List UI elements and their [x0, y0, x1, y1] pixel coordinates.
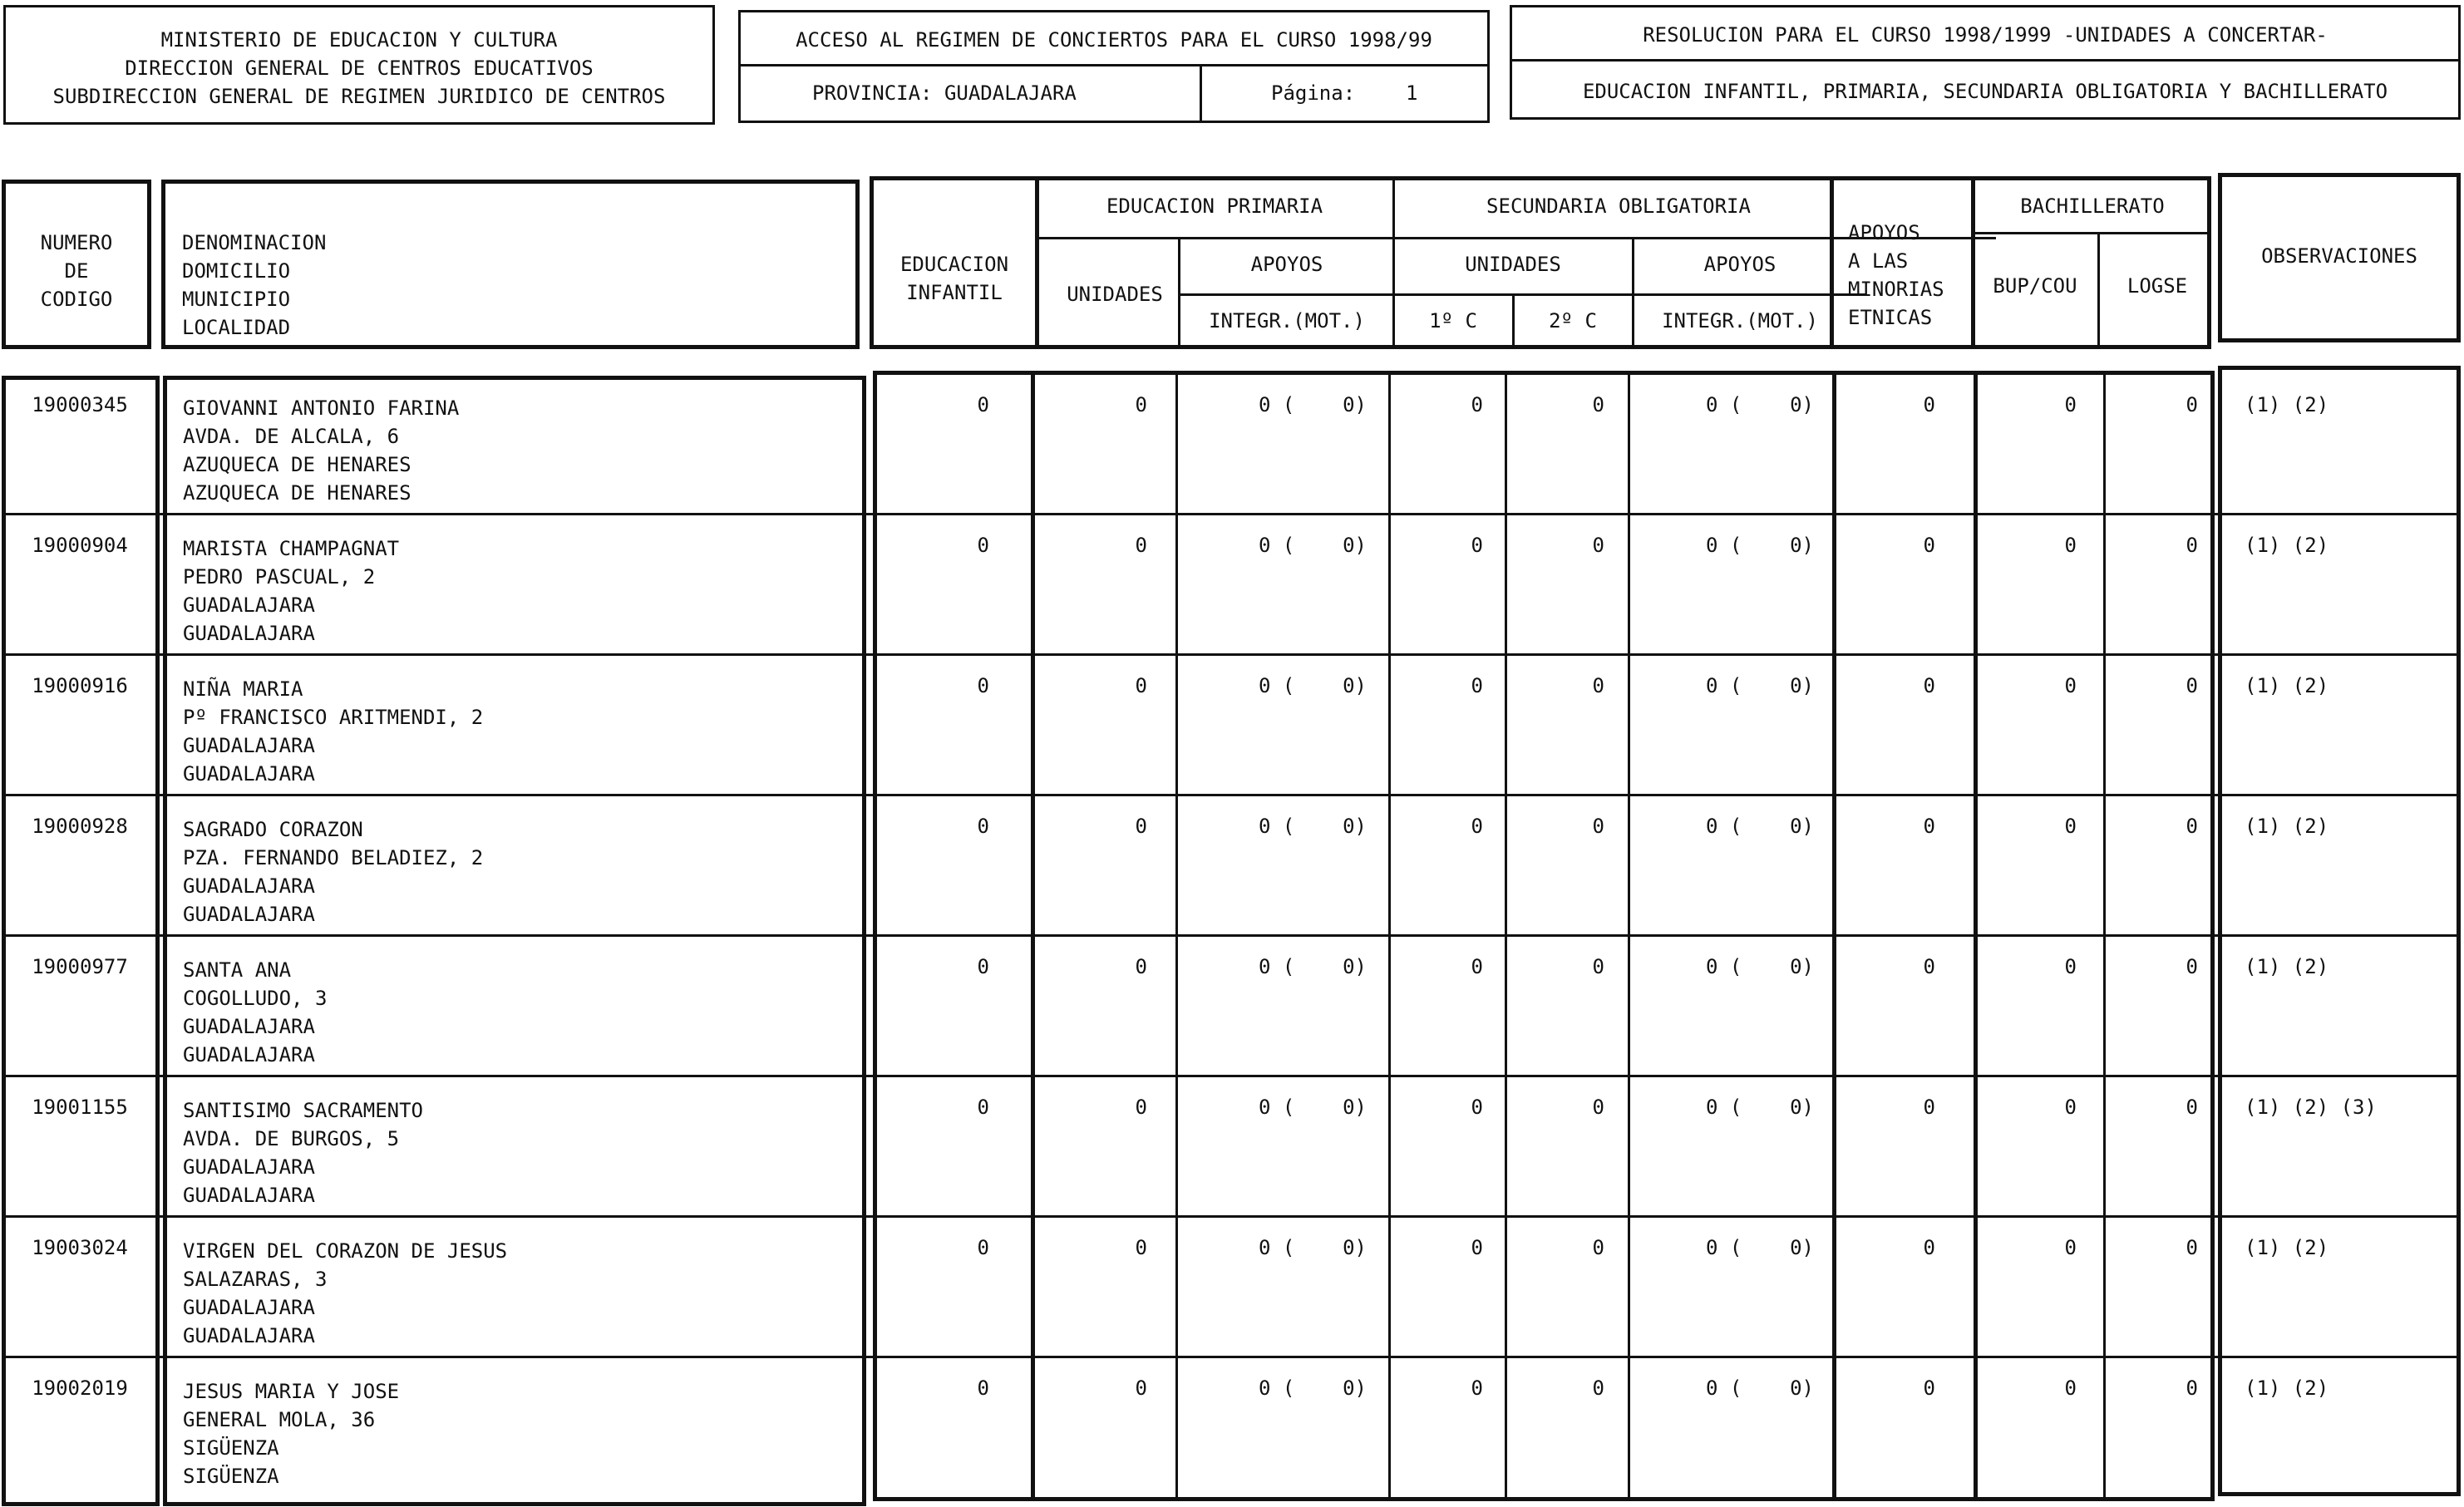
row-municipio: GUADALAJARA: [183, 593, 315, 617]
row-sec-1c: 0: [1471, 815, 1483, 838]
row-logse: 0: [2186, 1096, 2198, 1119]
row-minorias: 0: [1923, 534, 1935, 557]
minorias-label-3: MINORIAS: [1848, 278, 1944, 301]
row-observaciones: (1) (2): [2245, 815, 2329, 838]
row-sec-2c: 0: [1592, 955, 1604, 978]
row-observaciones: (1) (2): [2245, 1376, 2329, 1400]
row-localidad: GUADALAJARA: [183, 1324, 315, 1347]
row-observaciones: (1) (2): [2245, 393, 2329, 416]
row-logse: 0: [2186, 393, 2198, 416]
header-denominacion: [161, 180, 860, 349]
secundaria-integr-label: INTEGR.(MOT.): [1662, 309, 1818, 332]
row-primaria-apoyos: 0 ( 0): [1258, 534, 1367, 557]
resolution-box: [1510, 5, 2461, 120]
page-number: 1: [1406, 81, 1418, 105]
header-observaciones: [2218, 173, 2461, 342]
row-name: MARISTA CHAMPAGNAT: [183, 537, 400, 560]
education-levels: EDUCACION INFANTIL, PRIMARIA, SECUNDARIA OBLIGATORIA Y BACHILLERATO: [1582, 80, 2388, 103]
row-sec-1c: 0: [1471, 1096, 1483, 1119]
row-primaria-unidades: 0: [1135, 815, 1147, 838]
row-minorias: 0: [1923, 955, 1935, 978]
row-address: AVDA. DE BURGOS, 5: [183, 1127, 400, 1150]
row-municipio: SIGÜENZA: [183, 1436, 279, 1460]
localidad-label: LOCALIDAD: [182, 316, 291, 339]
domicilio-label: DOMICILIO: [182, 259, 291, 283]
row-logse: 0: [2186, 815, 2198, 838]
row-infantil: 0: [977, 534, 989, 557]
row-primaria-apoyos: 0 ( 0): [1258, 674, 1367, 697]
row-bup: 0: [2064, 393, 2077, 416]
row-minorias: 0: [1923, 1096, 1935, 1119]
row-primaria-unidades: 0: [1135, 534, 1147, 557]
row-localidad: GUADALAJARA: [183, 622, 315, 645]
row-municipio: AZUQUECA DE HENARES: [183, 453, 411, 476]
row-address: AVDA. DE ALCALA, 6: [183, 425, 400, 448]
row-sec-apoyos: 0 ( 0): [1705, 534, 1814, 557]
row-infantil: 0: [977, 955, 989, 978]
row-primaria-unidades: 0: [1135, 1236, 1147, 1259]
row-address: SALAZARAS, 3: [183, 1268, 328, 1291]
row-minorias: 0: [1923, 674, 1935, 697]
row-minorias: 0: [1923, 1236, 1935, 1259]
row-name: SANTA ANA: [183, 958, 292, 982]
primaria-integr-label: INTEGR.(MOT.): [1209, 309, 1365, 332]
row-code: 19000928: [32, 815, 128, 838]
row-logse: 0: [2186, 534, 2198, 557]
row-minorias: 0: [1923, 815, 1935, 838]
row-bup: 0: [2064, 955, 2077, 978]
row-sec-1c: 0: [1471, 1236, 1483, 1259]
row-separator: [2, 1075, 2461, 1077]
row-sec-2c: 0: [1592, 674, 1604, 697]
row-address: Pº FRANCISCO ARITMENDI, 2: [183, 706, 484, 729]
row-infantil: 0: [977, 815, 989, 838]
row-sec-1c: 0: [1471, 393, 1483, 416]
row-municipio: GUADALAJARA: [183, 874, 315, 898]
row-bup: 0: [2064, 815, 2077, 838]
row-municipio: GUADALAJARA: [183, 1015, 315, 1038]
row-address: PZA. FERNANDO BELADIEZ, 2: [183, 846, 484, 869]
row-primaria-apoyos: 0 ( 0): [1258, 1236, 1367, 1259]
row-primaria-apoyos: 0 ( 0): [1258, 393, 1367, 416]
row-minorias: 0: [1923, 1376, 1935, 1400]
row-name: SANTISIMO SACRAMENTO: [183, 1099, 423, 1122]
numero-label-1: NUMERO: [40, 231, 113, 254]
row-observaciones: (1) (2): [2245, 955, 2329, 978]
row-sec-apoyos: 0 ( 0): [1705, 815, 1814, 838]
row-address: GENERAL MOLA, 36: [183, 1408, 376, 1431]
row-localidad: GUADALAJARA: [183, 1043, 315, 1066]
infantil-label-2: INFANTIL: [906, 281, 1003, 304]
row-infantil: 0: [977, 1096, 989, 1119]
row-sec-2c: 0: [1592, 815, 1604, 838]
row-sec-apoyos: 0 ( 0): [1705, 1096, 1814, 1119]
row-sec-1c: 0: [1471, 674, 1483, 697]
row-municipio: GUADALAJARA: [183, 734, 315, 757]
row-name: JESUS MARIA Y JOSE: [183, 1380, 400, 1403]
row-localidad: SIGÜENZA: [183, 1465, 279, 1488]
row-primaria-apoyos: 0 ( 0): [1258, 955, 1367, 978]
ministry-box: [3, 5, 715, 125]
primaria-apoyos-label: APOYOS: [1250, 253, 1323, 276]
row-primaria-apoyos: 0 ( 0): [1258, 815, 1367, 838]
row-observaciones: (1) (2): [2245, 674, 2329, 697]
minorias-label-1: APOYOS: [1848, 221, 1920, 244]
row-primaria-unidades: 0: [1135, 1376, 1147, 1400]
row-sec-apoyos: 0 ( 0): [1705, 393, 1814, 416]
row-name: NIÑA MARIA: [183, 677, 303, 701]
row-name: VIRGEN DEL CORAZON DE JESUS: [183, 1239, 508, 1263]
access-box: [738, 10, 1490, 123]
row-separator: [2, 1215, 2461, 1218]
row-sec-1c: 0: [1471, 955, 1483, 978]
row-infantil: 0: [977, 674, 989, 697]
row-primaria-unidades: 0: [1135, 955, 1147, 978]
row-address: COGOLLUDO, 3: [183, 987, 328, 1010]
resolution-title: RESOLUCION PARA EL CURSO 1998/1999 -UNIDADES A CONCERTAR-: [1643, 23, 2328, 47]
row-localidad: GUADALAJARA: [183, 1184, 315, 1207]
row-logse: 0: [2186, 955, 2198, 978]
province-label: PROVINCIA: GUADALAJARA: [812, 81, 1077, 105]
row-sec-2c: 0: [1592, 534, 1604, 557]
row-sec-2c: 0: [1592, 393, 1604, 416]
access-title: ACCESO AL REGIMEN DE CONCIERTOS PARA EL CURSO 1998/99: [796, 28, 1432, 52]
row-observaciones: (1) (2): [2245, 534, 2329, 557]
municipio-label: MUNICIPIO: [182, 288, 291, 311]
row-code: 19000916: [32, 674, 128, 697]
row-name: SAGRADO CORAZON: [183, 818, 363, 841]
bup-label: BUP/COU: [1993, 274, 2077, 298]
primaria-label: EDUCACION PRIMARIA: [1106, 195, 1323, 218]
row-logse: 0: [2186, 674, 2198, 697]
row-bup: 0: [2064, 1096, 2077, 1119]
row-sec-2c: 0: [1592, 1096, 1604, 1119]
row-separator: [2, 513, 2461, 515]
row-sec-apoyos: 0 ( 0): [1705, 1376, 1814, 1400]
row-logse: 0: [2186, 1236, 2198, 1259]
row-primaria-unidades: 0: [1135, 393, 1147, 416]
secundaria-apoyos-label: APOYOS: [1703, 253, 1777, 276]
row-infantil: 0: [977, 1376, 989, 1400]
segundo-ciclo-label: 2º C: [1549, 309, 1597, 332]
row-primaria-unidades: 0: [1135, 1096, 1147, 1119]
row-code: 19000904: [32, 534, 128, 557]
row-infantil: 0: [977, 393, 989, 416]
row-minorias: 0: [1923, 393, 1935, 416]
row-municipio: GUADALAJARA: [183, 1155, 315, 1179]
row-localidad: GUADALAJARA: [183, 903, 315, 926]
logse-label: LOGSE: [2126, 274, 2188, 298]
row-localidad: AZUQUECA DE HENARES: [183, 481, 411, 505]
row-primaria-unidades: 0: [1135, 674, 1147, 697]
row-code: 19003024: [32, 1236, 128, 1259]
ministry-line-1: MINISTERIO DE EDUCACION Y CULTURA: [160, 28, 558, 52]
row-logse: 0: [2186, 1376, 2198, 1400]
row-code: 19000977: [32, 955, 128, 978]
row-primaria-apoyos: 0 ( 0): [1258, 1096, 1367, 1119]
row-bup: 0: [2064, 1376, 2077, 1400]
row-observaciones: (1) (2): [2245, 1236, 2329, 1259]
numero-label-3: CODIGO: [40, 288, 113, 311]
row-sec-2c: 0: [1592, 1376, 1604, 1400]
observaciones-label: OBSERVACIONES: [2261, 244, 2417, 268]
secundaria-unidades-label: UNIDADES: [1465, 253, 1561, 276]
primaria-unidades-label: UNIDADES: [1067, 283, 1163, 306]
header-numero: [2, 180, 151, 349]
row-separator: [2, 653, 2461, 656]
bachillerato-label: BACHILLERATO: [2020, 195, 2165, 218]
minorias-label-2: A LAS: [1848, 249, 1909, 273]
minorias-label-4: ETNICAS: [1848, 306, 1933, 329]
row-sec-apoyos: 0 ( 0): [1705, 674, 1814, 697]
row-sec-1c: 0: [1471, 1376, 1483, 1400]
row-primaria-apoyos: 0 ( 0): [1258, 1376, 1367, 1400]
infantil-label-1: EDUCACION: [899, 253, 1009, 276]
row-separator: [2, 794, 2461, 796]
numero-label-2: DE: [64, 259, 89, 283]
page-label: Página:: [1271, 81, 1356, 105]
row-separator: [2, 934, 2461, 937]
row-name: GIOVANNI ANTONIO FARINA: [183, 396, 460, 420]
row-separator: [2, 1356, 2461, 1358]
row-infantil: 0: [977, 1236, 989, 1259]
ministry-line-2: DIRECCION GENERAL DE CENTROS EDUCATIVOS: [125, 57, 594, 80]
row-observaciones: (1) (2) (3): [2245, 1096, 2377, 1119]
row-localidad: GUADALAJARA: [183, 762, 315, 786]
row-bup: 0: [2064, 1236, 2077, 1259]
row-municipio: GUADALAJARA: [183, 1296, 315, 1319]
row-sec-apoyos: 0 ( 0): [1705, 1236, 1814, 1259]
row-code: 19001155: [32, 1096, 128, 1119]
row-sec-apoyos: 0 ( 0): [1705, 955, 1814, 978]
row-sec-2c: 0: [1592, 1236, 1604, 1259]
ministry-line-3: SUBDIRECCION GENERAL DE REGIMEN JURIDICO DE CENTROS: [52, 85, 666, 108]
row-bup: 0: [2064, 674, 2077, 697]
row-bup: 0: [2064, 534, 2077, 557]
primer-ciclo-label: 1º C: [1429, 309, 1477, 332]
secundaria-label: SECUNDARIA OBLIGATORIA: [1486, 195, 1751, 218]
row-code: 19002019: [32, 1376, 128, 1400]
row-address: PEDRO PASCUAL, 2: [183, 565, 376, 589]
denominacion-label: DENOMINACION: [182, 231, 327, 254]
row-sec-1c: 0: [1471, 534, 1483, 557]
header-data-grid: [870, 176, 2211, 349]
row-code: 19000345: [32, 393, 128, 416]
